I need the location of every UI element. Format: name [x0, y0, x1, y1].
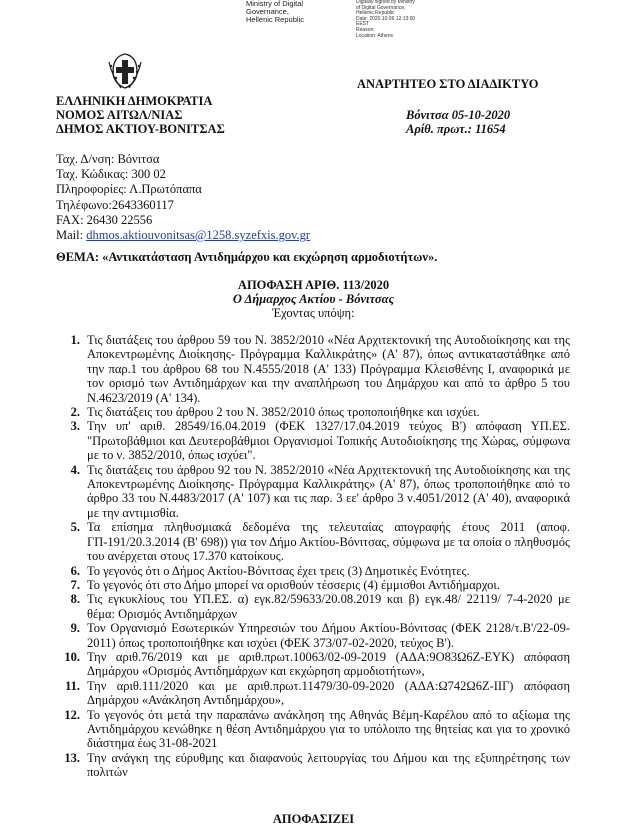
list-item — [56, 419, 570, 462]
contact-info — [56, 152, 310, 243]
signature-detail-line: Hellenic Republic — [356, 10, 395, 17]
considering-label: Έχοντας υπόψη: — [272, 306, 355, 320]
list-item-number: 8. — [70, 592, 80, 607]
list-item-text: Τις διατάξεις του άρθρου 59 του Ν. 3852/2010 «Νέα Αρχιτεκτονική της Αυτοδιοίκησης και της Αποκεντρωμένης Διοίκησης- Πρόγραμμα Καλλικράτης» (Α' 87), όπως αντικαταστάθηκε από την παρ.1 του άρθρου 68 του Ν.4555/2018 (Α' 133) Πρόγραμμα Κλεισθένης Ι, αναφορικά με τον ορισμό των Αντιδημάρχων και την αναπλήρωση του Δημάρχου και από το άρθρο 5 του Ν.4623/2019 (Α' 134). — [87, 333, 570, 405]
list-item-text: Τις διατάξεις του άρθρου 2 του Ν. 3852/2010 όπως τροποποιήθηκε και ισχύει. — [87, 405, 480, 420]
signature-signer — [246, 0, 304, 24]
signature-detail-line: EEST — [356, 21, 370, 28]
contact-line: Πληροφορίες: Λ.Πρωτόπαπα — [56, 182, 202, 197]
list-item-text: Την αριθ.76/2019 και με αριθ.πρωτ.10063/02-09-2019 (ΑΔΑ:9Ο83Ω6Ζ-ΕΥΚ) απόφαση Δημάρχου «Ορισμός Αντιδημάρχων και εκχώρηση αρμοδιοτήτων», — [87, 649, 570, 679]
issuer-header — [56, 94, 225, 136]
list-item — [56, 679, 570, 708]
signature-detail-line: of Digital Governance, — [356, 4, 406, 11]
list-item-text: Την ανάγκη της εύρυθμης και διαφανούς λειτουργίας του Δήμου και της εξυπηρέτησης των πολιτών — [87, 750, 570, 780]
list-item-number: 7. — [70, 577, 80, 592]
contact-line: FAX: 26430 22556 — [56, 212, 153, 227]
list-item-text: Το γεγονός ότι στο Δήμο μπορεί να ορισθούν τέσσερις (4) έμμισθοι Αντιδήμαρχοι. — [87, 577, 500, 592]
list-item-number: 10. — [64, 649, 80, 664]
list-item — [56, 621, 570, 650]
decides-heading: ΑΠΟΦΑΣΙΖΕΙ — [272, 812, 355, 826]
list-item — [56, 592, 570, 621]
list-item-number: 13. — [64, 750, 80, 765]
list-item-number: 3. — [70, 419, 80, 434]
list-item-text: Τον Οργανισμό Εσωτερικών Υπηρεσιών του Δήμου Ακτίου-Βόνιτσας (ΦΕΚ 2128/τ.Β'/22-09-2011) όπως τροποποιήθηκε και ισχύει (ΦΕΚ 373/07-02-2020, τεύχος Β'). — [87, 621, 570, 650]
signature-details — [356, 0, 415, 39]
list-item — [56, 650, 570, 679]
signature-detail-line: Reason: — [356, 26, 375, 33]
subject-line: ΘΕΜΑ: «Αντικατάσταση Αντιδημάρχου και εκχώρηση αρμοδιοτήτων». — [56, 250, 438, 264]
list-item-number: 6. — [70, 563, 80, 578]
signature-signer-line: Ministry of Digital — [246, 0, 304, 8]
list-item-text: Την αριθ.111/2020 και με αριθ.πρωτ.11479/30-09-2020 (ΑΔΑ:Ω742Ω6Ζ-ΙΙΓ) απόφαση Δημάρχου «Ανάκληση Αντιδημάρχου», — [87, 678, 570, 708]
signature-detail-line: Location: Athens — [356, 32, 393, 39]
digital-signature — [246, 0, 446, 38]
list-item-text: Το γεγονός ότι ο Δήμος Ακτίου-Βόνιτσας έχει τρεις (3) Δημοτικές Ενότητες. — [87, 563, 470, 578]
list-item — [56, 564, 570, 578]
mail-link[interactable]: dhmos.aktiouvonitsas@1258.syzefxis.gov.gr — [86, 228, 311, 243]
list-item-text: Τα επίσημα πληθυσμιακά δεδομένα της τελευταίας απογραφής έτους 2011 (αποφ. ΓΠ-191/20.3.2014 (Β' 698)) για τον Δήμο Ακτίου-Βόνιτσας, σύμφωνα με τα οποία ο πληθυσμός του ανέρχεται στους 17.370 κατοίκους. — [87, 520, 570, 564]
list-item-number: 1. — [70, 333, 80, 347]
decision-heading — [0, 278, 627, 320]
signature-detail-line: Digitally signed by Ministry — [356, 0, 415, 5]
list-item — [56, 578, 570, 592]
decision-issuer: Ο Δήμαρχος Ακτίου - Βόνιτσας — [232, 292, 395, 306]
considerations-list — [56, 333, 570, 780]
contact-line: Τηλέφωνο:2643360117 — [56, 197, 174, 212]
list-item-text: Το γεγονός ότι μετά την παραπάνω ανάκληση της Αθηνάς Βέμη-Καρέλου από το αξίωμα της Αντιδημάρχου κενώθηκε η θέση Αντιδημάρχου για το υπόλοιπο της θητείας και για το χρονικό διάστημα έως 31-08-2021 — [87, 707, 570, 751]
list-item — [56, 708, 570, 751]
document-date: Βόνιτσα 05-10-2020 — [406, 108, 511, 122]
list-item-text: Τις διατάξεις του άρθρου 92 του Ν. 3852/2010 «Νέα Αρχιτεκτονική της Αυτοδιοίκησης και της Αποκεντρωμένης Διοίκησης- Πρόγραμμα Καλλικράτης» (Α' 87), όπως τροποποιήθηκε από το άρθρο 33 του Ν.4483/2017 (Α' 107) και τις παρ. 3 εε' άρθρο 3 ν.4051/2012 (Α' 40), αναφορικά με την αντιμισθία. — [87, 462, 570, 520]
mail-label: Mail: — [56, 228, 87, 243]
list-item-number: 4. — [70, 462, 80, 477]
list-item — [56, 520, 570, 563]
list-item-text: Τις εγκυκλίους του ΥΠ.ΕΣ. α) εγκ.82/59633/20.08.2019 και β) εγκ.48/ 22119/ 7-4-2020 με θέμα: Ορισμός Αντιδημάρχων — [87, 592, 570, 621]
signature-signer-line: Hellenic Republic — [246, 15, 304, 24]
list-item-text: Την υπ' αριθ. 28549/16.04.2019 (ΦΕΚ 1327/17.04.2019 τεύχος Β') απόφαση ΥΠ.ΕΣ. "Πρωτοβάθμιοι και Δευτεροβάθμιοι Οργανισμοί Τοπικής Αυτοδιοίκησης της Χώρας, σύμφωνα με το ν. 3852/2010, όπως ισχύει". — [87, 419, 570, 463]
signature-signer-line: Governance, — [246, 7, 289, 16]
issuer-header-line: ΕΛΛΗΝΙΚΗ ΔΗΜΟΚΡΑΤΙΑ — [56, 94, 213, 108]
posted-online-label: ΑΝΑΡΤΗΤΕΟ ΣΤΟ ΔΙΑΔΙΚΤΥΟ — [357, 77, 539, 91]
list-item — [56, 463, 570, 521]
decision-title: ΑΠΟΦΑΣΗ ΑΡΙΘ. 113/2020 — [237, 278, 390, 292]
list-item-number: 9. — [70, 621, 80, 636]
issuer-header-line: ΔΗΜΟΣ ΑΚΤΙΟΥ-ΒΟΝΙΤΣΑΣ — [56, 122, 225, 136]
list-item — [56, 333, 570, 405]
signature-detail-line: Date: 2020.10.06 12:13:00 — [356, 15, 416, 22]
contact-line: Ταχ. Δ/νση: Βόνιτσα — [56, 152, 160, 166]
protocol-number: Αρίθ. πρωτ.: 11654 — [406, 122, 506, 136]
date-protocol — [406, 108, 510, 136]
list-item — [56, 751, 570, 780]
list-item-number: 11. — [65, 678, 80, 693]
hellenic-republic-emblem-icon — [107, 52, 143, 90]
issuer-header-line: ΝΟΜΟΣ ΑΙΤΩΛ/ΝΙΑΣ — [56, 108, 183, 122]
mail-line — [56, 228, 310, 243]
list-item-number: 5. — [70, 520, 80, 535]
list-item-number: 2. — [70, 405, 80, 420]
list-item — [56, 405, 570, 419]
contact-line: Ταχ. Κώδικας: 300 02 — [56, 167, 166, 182]
list-item-number: 12. — [64, 707, 80, 722]
